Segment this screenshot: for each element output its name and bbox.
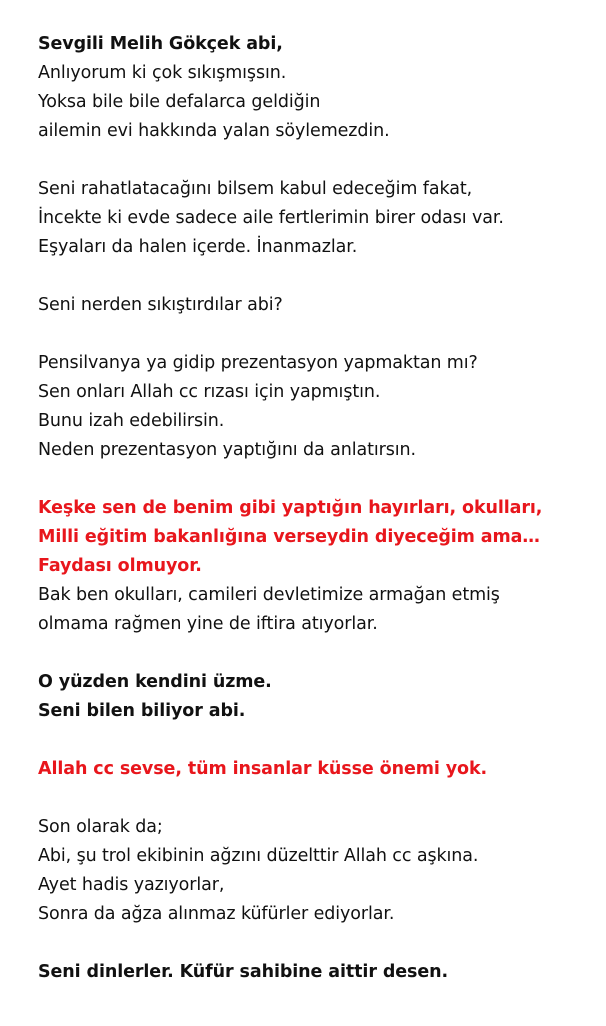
text-line: Anlıyorum ki çok sıkışmışsın. <box>38 63 287 83</box>
paragraph <box>38 755 598 784</box>
text-line: Abi, şu trol ekibinin ağzını düzelttir Allah cc aşkına. <box>38 846 479 866</box>
paragraph <box>38 668 598 726</box>
emphasis-line: Milli eğitim bakanlığına verseydin diyeceğim ama… <box>38 527 540 547</box>
paragraph <box>38 349 598 465</box>
emphasis-line: Keşke sen de benim gibi yaptığın hayırları, okulları, <box>38 498 543 518</box>
text-line: Son olarak da; <box>38 817 163 837</box>
text-line: Ayet hadis yazıyorlar, <box>38 875 225 895</box>
bold-line: O yüzden kendini üzme. <box>38 672 272 692</box>
text-line: Eşyaları da halen içerde. İnanmazlar. <box>38 237 358 257</box>
emphasis-line: Allah cc sevse, tüm insanlar küsse önemi yok. <box>38 759 488 779</box>
letter-greeting: Sevgili Melih Gökçek abi, <box>38 34 283 54</box>
text-line: Yoksa bile bile defalarca geldiğin <box>38 92 321 112</box>
closing-line: Seni dinlerler. Küfür sahibine aittir desen. <box>38 962 449 982</box>
text-line: Sen onları Allah cc rızası için yapmıştın. <box>38 382 381 402</box>
text-line: olmama rağmen yine de iftira atıyorlar. <box>38 614 378 634</box>
emphasis-line: Faydası olmuyor. <box>38 556 202 576</box>
paragraph-closing <box>38 958 598 987</box>
bold-line: Seni bilen biliyor abi. <box>38 701 246 721</box>
paragraph-greeting <box>38 30 598 146</box>
paragraph <box>38 175 598 262</box>
paragraph <box>38 291 598 320</box>
text-line: Sonra da ağza alınmaz küfürler ediyorlar. <box>38 904 395 924</box>
letter-body <box>38 30 598 987</box>
text-line: Neden prezentasyon yaptığını da anlatırsın. <box>38 440 416 460</box>
text-line: Seni nerden sıkıştırdılar abi? <box>38 295 283 315</box>
paragraph <box>38 813 598 929</box>
paragraph <box>38 494 598 639</box>
text-line: Bunu izah edebilirsin. <box>38 411 225 431</box>
text-line: Bak ben okulları, camileri devletimize armağan etmiş <box>38 585 500 605</box>
text-line: İncekte ki evde sadece aile fertlerimin birer odası var. <box>38 208 504 228</box>
text-line: Seni rahatlatacağını bilsem kabul edeceğim fakat, <box>38 179 473 199</box>
text-line: Pensilvanya ya gidip prezentasyon yapmaktan mı? <box>38 353 478 373</box>
text-line: ailemin evi hakkında yalan söylemezdin. <box>38 121 390 141</box>
